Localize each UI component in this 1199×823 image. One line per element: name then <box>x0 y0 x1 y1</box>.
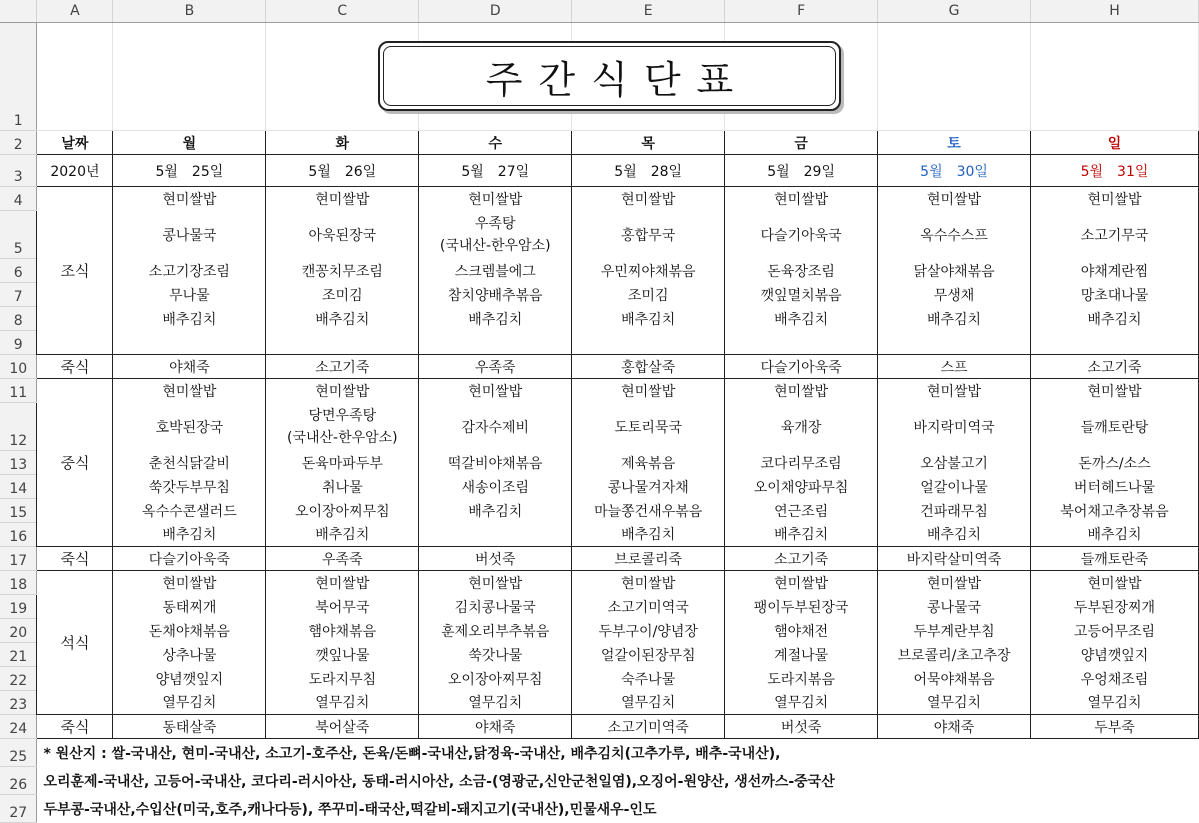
row-header[interactable]: 5 <box>0 211 37 259</box>
date-cell[interactable]: 5월 26일 <box>266 155 419 187</box>
sheet-row <box>0 475 1199 499</box>
empty-menu-cell[interactable] <box>419 331 572 355</box>
porridge-cell[interactable]: 다슬기아욱죽 <box>725 355 878 379</box>
empty-menu-cell[interactable] <box>266 331 419 355</box>
menu-cell[interactable] <box>419 523 572 547</box>
menu-cell[interactable]: 참치양배추볶음 <box>419 283 572 307</box>
menu-cell[interactable]: 두부된장찌개 <box>1031 595 1199 619</box>
menu-cell[interactable]: 콩나물국 <box>113 211 266 259</box>
empty-cell[interactable] <box>1031 23 1199 131</box>
menu-cell[interactable]: 팽이두부된장국 <box>725 595 878 619</box>
row-header[interactable]: 19 <box>0 595 37 619</box>
menu-cell[interactable]: 양념깻잎지 <box>1031 643 1199 667</box>
page-title: 주간식단표 <box>485 57 750 102</box>
menu-cell[interactable]: 배추김치 <box>266 523 419 547</box>
menu-cell[interactable]: 북어채고추장볶음 <box>1031 499 1199 523</box>
menu-cell[interactable]: 스크렘블에그 <box>419 259 572 283</box>
menu-cell[interactable]: 현미쌀밥 <box>878 379 1031 403</box>
menu-cell[interactable]: 숙주나물 <box>572 667 725 691</box>
menu-cell[interactable]: 현미쌀밥 <box>878 187 1031 211</box>
row-header[interactable]: 8 <box>0 307 37 331</box>
sheet-row <box>0 795 1199 823</box>
menu-cell[interactable]: 배추김치 <box>572 523 725 547</box>
porridge-cell[interactable]: 야채죽 <box>878 715 1031 739</box>
menu-cell[interactable]: 떡갈비야채볶음 <box>419 451 572 475</box>
sheet-row <box>0 355 1199 379</box>
menu-cell[interactable]: 현미쌀밥 <box>572 187 725 211</box>
empty-menu-cell[interactable] <box>113 331 266 355</box>
empty-menu-cell[interactable] <box>572 331 725 355</box>
sheet-row <box>0 499 1199 523</box>
porridge-cell[interactable]: 두부죽 <box>1031 715 1199 739</box>
row-header[interactable]: 22 <box>0 667 37 691</box>
menu-cell[interactable]: 다슬기아욱국 <box>725 211 878 259</box>
porridge-cell[interactable]: 들깨토란죽 <box>1031 547 1199 571</box>
sheet-row <box>0 155 1199 187</box>
menu-cell[interactable]: 버터헤드나물 <box>1031 475 1199 499</box>
row-header[interactable]: 11 <box>0 379 37 403</box>
menu-cell[interactable]: 연근조림 <box>725 499 878 523</box>
menu-cell[interactable]: 열무김치 <box>419 691 572 715</box>
menu-cell[interactable]: 소고기무국 <box>1031 211 1199 259</box>
menu-cell[interactable]: 소고기장조림 <box>113 259 266 283</box>
menu-cell[interactable]: 양념깻잎지 <box>113 667 266 691</box>
porridge-cell[interactable]: 야채죽 <box>113 355 266 379</box>
menu-cell[interactable]: 배추김치 <box>1031 523 1199 547</box>
row-header[interactable]: 25 <box>0 739 37 767</box>
row-header[interactable]: 7 <box>0 283 37 307</box>
day-header-cell[interactable]: 목 <box>572 131 725 155</box>
menu-cell[interactable]: 현미쌀밥 <box>725 187 878 211</box>
menu-cell[interactable]: 열무김치 <box>878 691 1031 715</box>
menu-cell[interactable]: 현미쌀밥 <box>113 571 266 595</box>
porridge-cell[interactable]: 동태살죽 <box>113 715 266 739</box>
sheet-row <box>0 691 1199 715</box>
menu-cell[interactable]: 현미쌀밥 <box>113 187 266 211</box>
menu-cell[interactable]: 바지락미역국 <box>878 403 1031 451</box>
date-cell[interactable]: 5월 28일 <box>572 155 725 187</box>
sheet-row <box>0 283 1199 307</box>
origin-note: (국내산-한우암소) <box>439 237 551 254</box>
column-header-a[interactable]: A <box>37 0 113 23</box>
menu-cell[interactable]: 현미쌀밥 <box>266 187 419 211</box>
row-header[interactable]: 24 <box>0 715 37 739</box>
menu-cell[interactable]: 얼갈이나물 <box>878 475 1031 499</box>
menu-cell[interactable]: 캔꽁치무조림 <box>266 259 419 283</box>
menu-cell[interactable]: 배추김치 <box>113 307 266 331</box>
menu-cell[interactable]: 현미쌀밥 <box>266 379 419 403</box>
origin-note-line[interactable]: * 원산지 : 쌀-국내산, 현미-국내산, 소고기-호주산, 돈육/돈뼈-국내산,닭정육-국내산, 배추김치(고추가루, 배추-국내산), <box>43 745 781 762</box>
date-cell[interactable]: 5월 25일 <box>113 155 266 187</box>
menu-cell[interactable]: 쑥갓나물 <box>419 643 572 667</box>
day-header-cell[interactable]: 일 <box>1031 131 1199 155</box>
porridge-cell[interactable]: 북어살죽 <box>266 715 419 739</box>
sheet-row <box>0 619 1199 643</box>
porridge-cell[interactable]: 소고기죽 <box>266 355 419 379</box>
menu-cell[interactable]: 훈제오리부추볶음 <box>419 619 572 643</box>
menu-cell[interactable]: 야채계란찜 <box>1031 259 1199 283</box>
menu-cell[interactable]: 현미쌀밥 <box>419 571 572 595</box>
sheet-row <box>0 643 1199 667</box>
menu-cell[interactable]: 오삼불고기 <box>878 451 1031 475</box>
day-header-cell[interactable]: 화 <box>266 131 419 155</box>
column-header-f[interactable]: F <box>725 0 878 23</box>
menu-cell[interactable]: 콩나물겨자채 <box>572 475 725 499</box>
menu-cell[interactable]: 닭살야채볶음 <box>878 259 1031 283</box>
sheet-row <box>0 547 1199 571</box>
row-header[interactable]: 12 <box>0 403 37 451</box>
menu-cell[interactable]: 열무김치 <box>266 691 419 715</box>
menu-cell[interactable]: 돈육장조림 <box>725 259 878 283</box>
menu-cell[interactable]: 감자수제비 <box>419 403 572 451</box>
menu-cell[interactable]: 조미김 <box>572 283 725 307</box>
row-header[interactable]: 3 <box>0 155 37 187</box>
porridge-cell[interactable]: 야채죽 <box>419 715 572 739</box>
menu-cell[interactable]: 쑥갓두부무침 <box>113 475 266 499</box>
menu-cell[interactable]: 코다리무조림 <box>725 451 878 475</box>
porridge-label-cell[interactable]: 죽식 <box>37 547 113 571</box>
porridge-cell[interactable]: 우족죽 <box>419 355 572 379</box>
empty-menu-cell[interactable] <box>878 331 1031 355</box>
row-header[interactable]: 10 <box>0 355 37 379</box>
origin-note-line[interactable]: 두부콩-국내산,수입산(미국,호주,캐나다등), 쭈꾸미-태국산,떡갈비-돼지고기(국내산),민물새우-인도 <box>43 801 657 818</box>
row-header[interactable]: 1 <box>0 23 37 131</box>
menu-cell[interactable]: 깻잎나물 <box>266 643 419 667</box>
porridge-label-cell[interactable]: 죽식 <box>37 355 113 379</box>
menu-cell[interactable]: 현미쌀밥 <box>1031 379 1199 403</box>
menu-cell[interactable]: 오이장아찌무침 <box>266 499 419 523</box>
menu-cell[interactable]: 배추김치 <box>266 307 419 331</box>
menu-cell[interactable]: 호박된장국 <box>113 403 266 451</box>
menu-cell[interactable]: 상추나물 <box>113 643 266 667</box>
meal-label-cell[interactable]: 중식 <box>37 379 113 547</box>
menu-cell[interactable]: 현미쌀밥 <box>1031 571 1199 595</box>
menu-cell[interactable]: 홍합무국 <box>572 211 725 259</box>
menu-cell[interactable]: 얼갈이된장무침 <box>572 643 725 667</box>
sheet-row <box>0 211 1199 259</box>
menu-cell[interactable]: 배추김치 <box>572 307 725 331</box>
menu-cell[interactable]: 도토리묵국 <box>572 403 725 451</box>
row-header[interactable]: 16 <box>0 523 37 547</box>
date-cell[interactable]: 5월 30일 <box>878 155 1031 187</box>
menu-cell[interactable]: 조미김 <box>266 283 419 307</box>
menu-cell[interactable]: 현미쌀밥 <box>572 379 725 403</box>
menu-cell[interactable]: 햄야채전 <box>725 619 878 643</box>
sheet-row <box>0 571 1199 595</box>
empty-cell[interactable] <box>37 23 113 131</box>
menu-cell[interactable]: 아욱된장국 <box>266 211 419 259</box>
porridge-cell[interactable]: 홍합살죽 <box>572 355 725 379</box>
menu-cell[interactable]: 열무김치 <box>1031 691 1199 715</box>
sheet-row <box>0 523 1199 547</box>
select-all-corner[interactable] <box>0 0 37 23</box>
column-header-row <box>0 0 1199 23</box>
porridge-cell[interactable]: 소고기죽 <box>725 547 878 571</box>
sheet-row <box>0 667 1199 691</box>
menu-cell[interactable]: 깻잎멸치볶음 <box>725 283 878 307</box>
sheet-row <box>0 715 1199 739</box>
menu-cell[interactable]: 배추김치 <box>419 499 572 523</box>
menu-cell[interactable]: 북어무국 <box>266 595 419 619</box>
menu-cell[interactable]: 무나물 <box>113 283 266 307</box>
menu-cell[interactable]: 현미쌀밥 <box>419 379 572 403</box>
menu-cell[interactable]: 배추김치 <box>113 523 266 547</box>
menu-cell[interactable]: 어묵야채볶음 <box>878 667 1031 691</box>
menu-cell[interactable]: 육개장 <box>725 403 878 451</box>
day-header-cell[interactable]: 월 <box>113 131 266 155</box>
menu-cell[interactable]: 마늘쫑건새우볶음 <box>572 499 725 523</box>
sheet-row <box>0 739 1199 767</box>
empty-cell[interactable] <box>878 23 1031 131</box>
menu-cell[interactable]: 춘천식닭갈비 <box>113 451 266 475</box>
menu-cell[interactable]: 새송이조림 <box>419 475 572 499</box>
menu-cell[interactable]: 우민찌야채볶음 <box>572 259 725 283</box>
menu-cell[interactable]: 오이채양파무침 <box>725 475 878 499</box>
menu-cell[interactable]: 계절나물 <box>725 643 878 667</box>
day-header-cell[interactable]: 토 <box>878 131 1031 155</box>
menu-cell[interactable]: 햄야채볶음 <box>266 619 419 643</box>
row-header[interactable]: 21 <box>0 643 37 667</box>
porridge-cell[interactable]: 소고기미역죽 <box>572 715 725 739</box>
row-header[interactable]: 15 <box>0 499 37 523</box>
menu-cell[interactable]: 들깨토란탕 <box>1031 403 1199 451</box>
row-header[interactable]: 9 <box>0 331 37 355</box>
sheet-row <box>0 307 1199 331</box>
title-box <box>378 41 841 111</box>
menu-cell[interactable]: 배추김치 <box>878 307 1031 331</box>
porridge-cell[interactable]: 스프 <box>878 355 1031 379</box>
menu-cell[interactable]: 현미쌀밥 <box>113 379 266 403</box>
menu-cell[interactable]: 돈육마파두부 <box>266 451 419 475</box>
menu-cell[interactable]: 제육볶음 <box>572 451 725 475</box>
menu-cell[interactable]: 열무김치 <box>725 691 878 715</box>
porridge-cell[interactable]: 버섯죽 <box>725 715 878 739</box>
origin-note-line[interactable]: 오리훈제-국내산, 고등어-국내산, 코다리-러시아산, 동태-러시아산, 소금-(영광군,신안군천일염),오징어-원양산, 생선까스-중국산 <box>43 773 835 790</box>
menu-cell[interactable]: 배추김치 <box>878 523 1031 547</box>
menu-cell[interactable]: 현미쌀밥 <box>572 571 725 595</box>
menu-cell[interactable]: 옥수수스프 <box>878 211 1031 259</box>
menu-cell[interactable]: 도라지무침 <box>266 667 419 691</box>
menu-cell[interactable]: 현미쌀밥 <box>878 571 1031 595</box>
row-header[interactable]: 26 <box>0 767 37 795</box>
menu-cell[interactable]: 취나물 <box>266 475 419 499</box>
menu-cell[interactable]: 배추김치 <box>725 523 878 547</box>
row-header[interactable]: 17 <box>0 547 37 571</box>
column-header-e[interactable]: E <box>572 0 725 23</box>
porridge-cell[interactable]: 우족죽 <box>266 547 419 571</box>
menu-cell[interactable]: 배추김치 <box>419 307 572 331</box>
sheet-row <box>0 187 1199 211</box>
menu-cell[interactable] <box>419 211 572 259</box>
column-header-g[interactable]: G <box>878 0 1031 23</box>
row-header[interactable]: 6 <box>0 259 37 283</box>
menu-cell[interactable]: 현미쌀밥 <box>725 379 878 403</box>
menu-cell[interactable]: 옥수수콘샐러드 <box>113 499 266 523</box>
sheet-row <box>0 595 1199 619</box>
porridge-cell[interactable]: 소고기죽 <box>1031 355 1199 379</box>
menu-cell[interactable]: 동태찌개 <box>113 595 266 619</box>
empty-menu-cell[interactable] <box>1031 331 1199 355</box>
menu-cell[interactable]: 열무김치 <box>572 691 725 715</box>
meal-label-cell[interactable]: 조식 <box>37 187 113 355</box>
menu-cell[interactable]: 도라지볶음 <box>725 667 878 691</box>
empty-cell[interactable] <box>113 23 266 131</box>
row-header[interactable]: 2 <box>0 131 37 155</box>
sheet-row <box>0 331 1199 355</box>
sheet-row <box>0 379 1199 403</box>
year-cell[interactable]: 2020년 <box>37 155 113 187</box>
menu-cell[interactable]: 현미쌀밥 <box>725 571 878 595</box>
column-header-h[interactable]: H <box>1031 0 1199 23</box>
menu-cell[interactable]: 배추김치 <box>1031 307 1199 331</box>
menu-cell[interactable]: 무생채 <box>878 283 1031 307</box>
menu-cell[interactable] <box>266 403 419 451</box>
origin-note: (국내산-한우암소) <box>286 429 398 446</box>
porridge-label-cell[interactable]: 죽식 <box>37 715 113 739</box>
menu-cell[interactable]: 현미쌀밥 <box>266 571 419 595</box>
menu-cell[interactable]: 돈채야채볶음 <box>113 619 266 643</box>
menu-cell[interactable]: 망초대나물 <box>1031 283 1199 307</box>
menu-cell[interactable]: 소고기미역국 <box>572 595 725 619</box>
date-label-cell[interactable]: 날짜 <box>37 131 113 155</box>
column-header-d[interactable]: D <box>419 0 572 23</box>
row-header[interactable]: 13 <box>0 451 37 475</box>
sheet-row <box>0 451 1199 475</box>
menu-cell[interactable]: 우엉채조림 <box>1031 667 1199 691</box>
menu-cell[interactable]: 두부구이/양념장 <box>572 619 725 643</box>
menu-item: 우족탕 <box>474 215 516 232</box>
row-header[interactable]: 18 <box>0 571 37 595</box>
column-header-c[interactable]: C <box>266 0 419 23</box>
menu-cell[interactable]: 건파래무침 <box>878 499 1031 523</box>
menu-cell[interactable]: 열무김치 <box>113 691 266 715</box>
sheet-row <box>0 767 1199 795</box>
menu-cell[interactable]: 고등어무조림 <box>1031 619 1199 643</box>
row-header[interactable]: 23 <box>0 691 37 715</box>
column-header-b[interactable]: B <box>113 0 266 23</box>
day-header-cell[interactable]: 금 <box>725 131 878 155</box>
empty-menu-cell[interactable] <box>725 331 878 355</box>
porridge-cell[interactable]: 바지락살미역죽 <box>878 547 1031 571</box>
date-cell[interactable]: 5월 31일 <box>1031 155 1199 187</box>
day-header-cell[interactable]: 수 <box>419 131 572 155</box>
sheet-row <box>0 131 1199 155</box>
row-header[interactable]: 27 <box>0 795 37 823</box>
menu-cell[interactable]: 두부계란부침 <box>878 619 1031 643</box>
menu-item: 당면우족탕 <box>308 407 377 424</box>
row-header[interactable]: 4 <box>0 187 37 211</box>
menu-cell[interactable]: 김치콩나물국 <box>419 595 572 619</box>
menu-cell[interactable]: 현미쌀밥 <box>1031 187 1199 211</box>
porridge-cell[interactable]: 브로콜리죽 <box>572 547 725 571</box>
menu-cell[interactable]: 브로콜리/초고추장 <box>878 643 1031 667</box>
porridge-cell[interactable]: 다슬기아욱죽 <box>113 547 266 571</box>
sheet-row <box>0 403 1199 451</box>
date-cell[interactable]: 5월 29일 <box>725 155 878 187</box>
row-header[interactable]: 20 <box>0 619 37 643</box>
row-header[interactable]: 14 <box>0 475 37 499</box>
menu-cell[interactable]: 오이장아찌무침 <box>419 667 572 691</box>
menu-cell[interactable]: 콩나물국 <box>878 595 1031 619</box>
menu-cell[interactable]: 배추김치 <box>725 307 878 331</box>
date-cell[interactable]: 5월 27일 <box>419 155 572 187</box>
menu-cell[interactable]: 돈까스/소스 <box>1031 451 1199 475</box>
sheet-row <box>0 259 1199 283</box>
meal-label-cell[interactable]: 석식 <box>37 571 113 715</box>
menu-cell[interactable]: 현미쌀밥 <box>419 187 572 211</box>
porridge-cell[interactable]: 버섯죽 <box>419 547 572 571</box>
